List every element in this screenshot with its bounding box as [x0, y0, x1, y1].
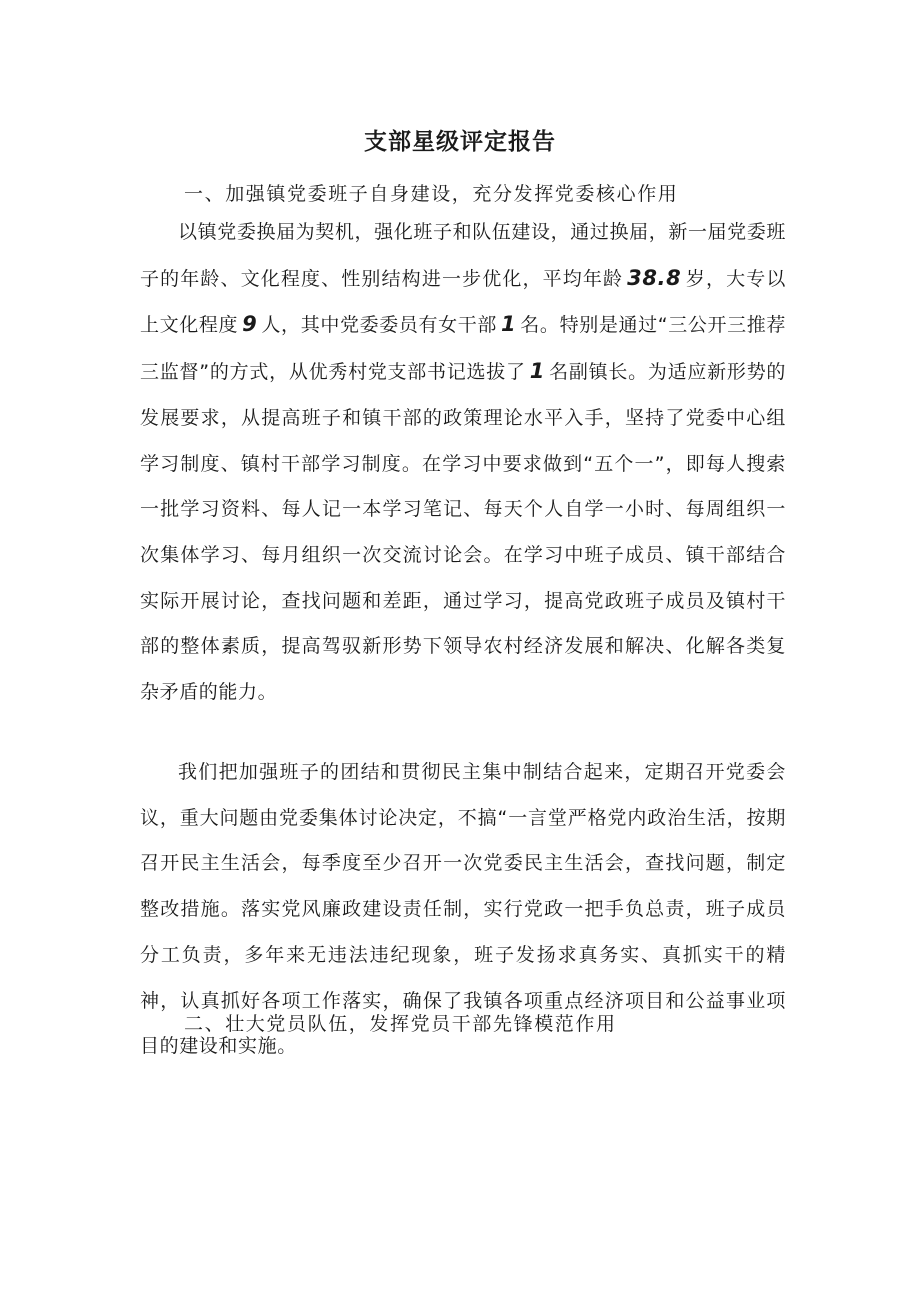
paragraph-text: 以镇党委换届为契机，强化班子和队伍建设，通过换届，新一届党委班子的年龄、文化程度、性别结构进一步优化，平均年龄 [140, 221, 786, 290]
deputy-mayor-number: 1 [529, 359, 546, 384]
document-title: 支部星级评定报告 [364, 129, 556, 155]
average-age-number: 38.8 [627, 265, 682, 290]
college-count-number: 9 [242, 312, 258, 337]
paragraph-text: 名副镇长。为适应新形势的发展要求，从提高班子和镇干部的政策理论水平入手，坚持了党委中心组学习制度、镇村干部学习制度。在学习中要求做到“五个一”，即每人搜索一批学习资料、每人记一本学习笔记、每天个人自学一小时、每周组织一次集体学习、每月组织一次交流讨论会。在学习中班子成员、镇干部结合实际开展讨论，查找问题和差距，通过学习，提高党政班子成员及镇村干部的整体素质，提高驾驭新形势下领导农村经济发展和解决、化解各类复杂矛盾的能力。 [140, 361, 786, 704]
female-cadre-number: 1 [501, 312, 517, 337]
section-2-heading: 二、壮大党员队伍，发挥党员干部先锋模范作用 [184, 1013, 617, 1035]
section-1-heading: 一、加强镇党委班子自身建设，充分发挥党委核心作用 [184, 183, 679, 205]
paragraph-text: 人，其中党委委员有女干部 [261, 314, 498, 337]
paragraph-text: 名。特别是通过“三公开三推荐三监督”的方式，从优秀村党支部书记选拔了 [140, 314, 786, 384]
section-1-paragraph-1 [140, 210, 786, 716]
paragraph-text: 岁，大专以上文化程度 [140, 267, 786, 337]
section-1-paragraph-2: 我们把加强班子的团结和贯彻民主集中制结合起来，定期召开党委会议，重大问题由党委集体讨论决定，不搞“一言堂严格党内政治生活，按期召开民主生活会，每季度至少召开一次党委民主生活会，查找问题，制定整改措施。落实党风廉政建设责任制，实行党政一把手负总责，班子成员分工负责，多年来无违法违纪现象，班子发扬求真务实、真抓实干的精神，认真抓好各项工作落实，确保了我镇各项重点经济项目和公益事业项目的建设和实施。 [140, 761, 786, 1058]
